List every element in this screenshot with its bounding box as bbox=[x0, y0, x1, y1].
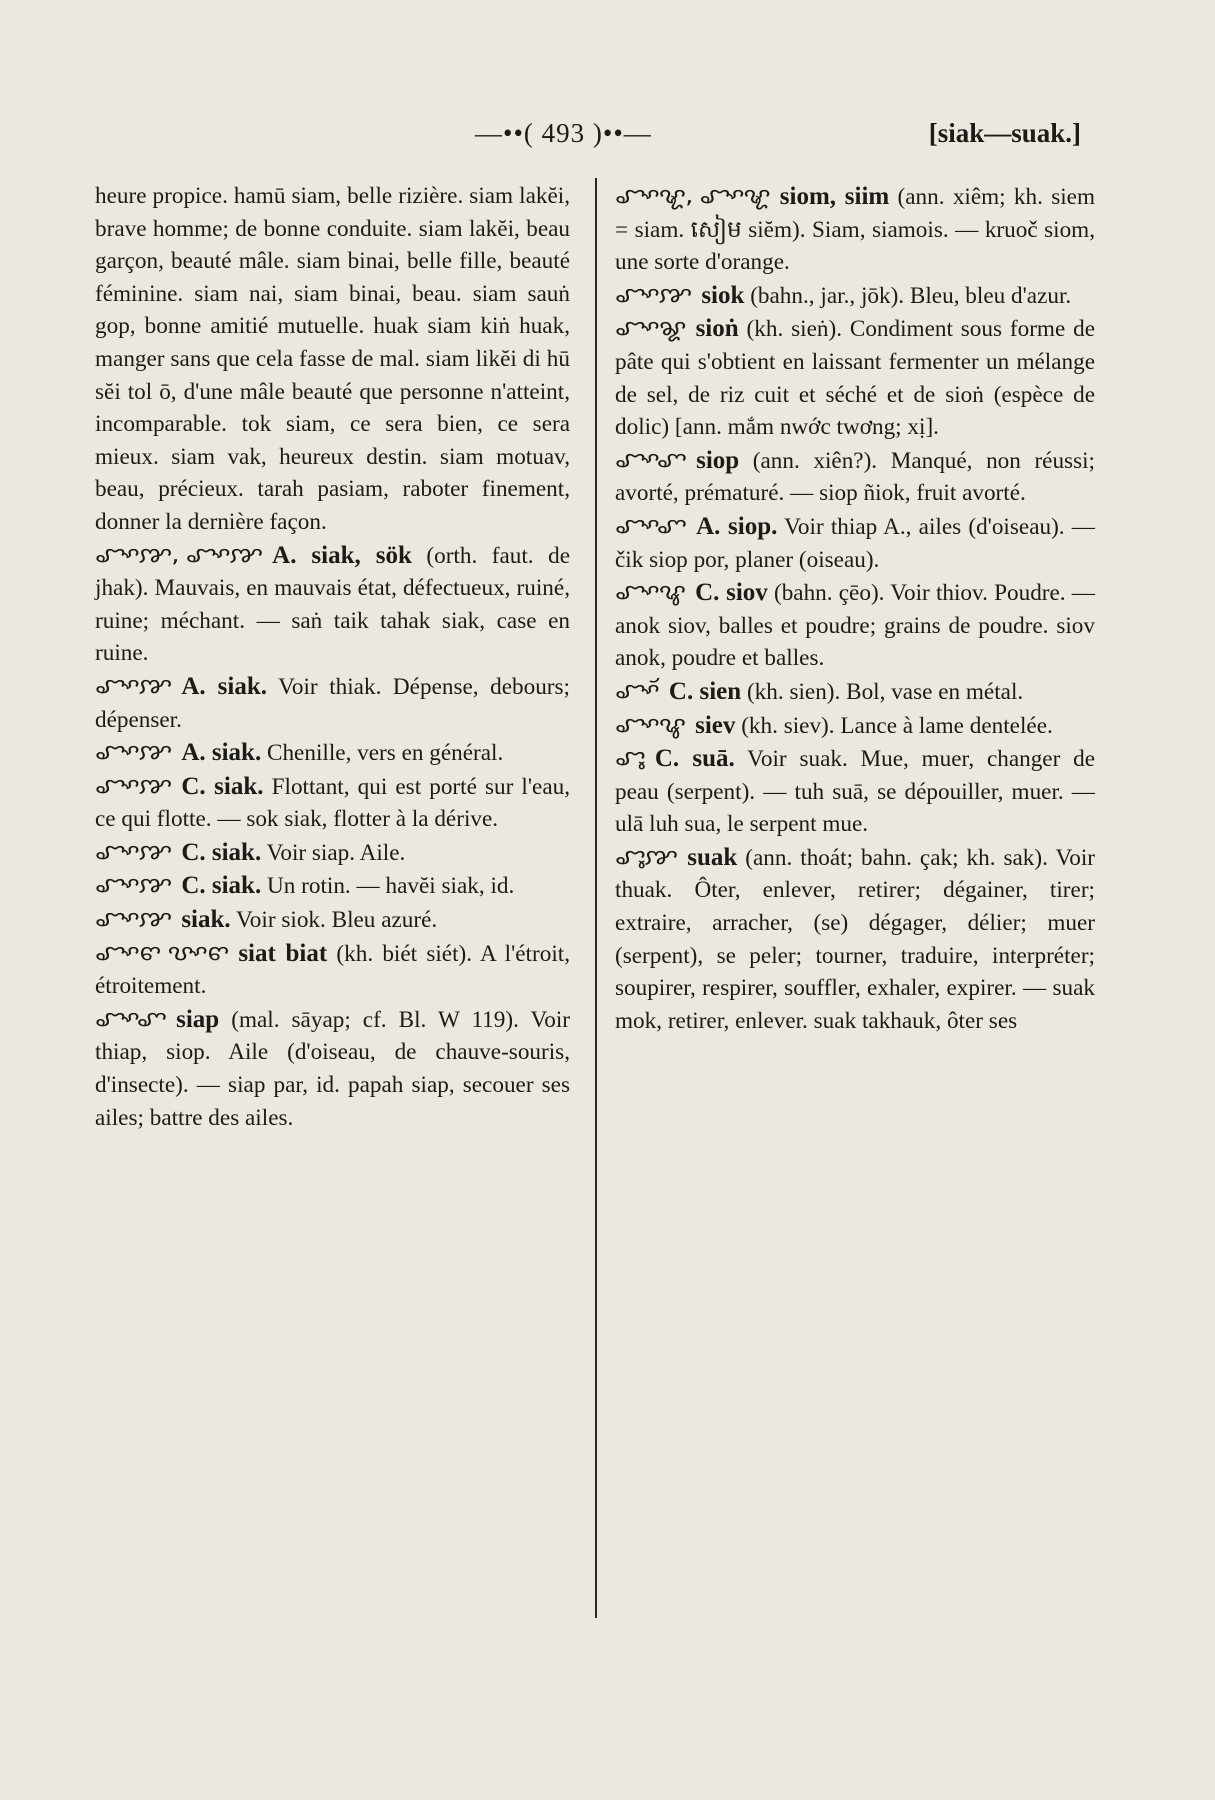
dictionary-entry bbox=[95, 670, 570, 736]
dictionary-entry bbox=[95, 869, 570, 903]
dictionary-entry bbox=[95, 937, 570, 1003]
entry-definition: (kh. sien). Bol, vase en métal. bbox=[746, 678, 1024, 705]
cham-script-glyph: ꨧꨳꨘ bbox=[615, 315, 686, 342]
entry-definition: (ann. thoát; bahn. çak; kh. sak). Voir thuak. Ôter, enlever, retirer; dégainer, tirer; extraire, arracher, (se) dégager, délier; muer (serpent), se peler; tourner, traduire, interpréter; soupirer, respirer, souffler, exhaler, expirer. — suak mok, retirer, enlever. suak takhauk, ôter ses bbox=[615, 844, 1095, 1034]
cham-script-glyph: ꨧꨳꨇ bbox=[95, 906, 172, 932]
left-column bbox=[95, 180, 570, 1134]
cham-script-glyph: ꨧꨳꨇ bbox=[95, 772, 172, 799]
dictionary-entry bbox=[95, 736, 570, 770]
entry-definition: (bahn., jar., jōk). Bleu, bleu d'azur. bbox=[750, 282, 1072, 309]
entry-definition: (ann. xiêm; kh. siem = siam. សៀម siĕm). Siam, siamois. — kruoč siom, une sorte d'orange. bbox=[615, 184, 1095, 276]
entry-headword: siop bbox=[696, 446, 740, 474]
entry-headword: siom, siim bbox=[779, 183, 890, 210]
cham-script-glyph: ꨧꨳꨚ bbox=[615, 513, 687, 539]
entry-headword: C. siak. bbox=[181, 872, 262, 900]
entry-headword: C. sien bbox=[668, 677, 742, 705]
cham-script-glyph: ꨧꨶꨇ bbox=[615, 844, 678, 870]
dictionary-entry bbox=[615, 742, 1095, 841]
entry-definition: Voir siok. Bleu azuré. bbox=[236, 907, 438, 934]
dictionary-entry bbox=[615, 576, 1095, 675]
page-header bbox=[0, 118, 1215, 162]
entry-headword: suak bbox=[687, 843, 738, 871]
dictionary-entry bbox=[615, 841, 1095, 1038]
dictionary-entry bbox=[615, 709, 1095, 743]
entry-headword: A. siak. bbox=[181, 672, 267, 700]
cham-script-glyph: ꨧꨳꨮ bbox=[615, 678, 659, 704]
dictionary-entry bbox=[615, 444, 1095, 510]
cham-script-glyph: ꨧꨳꨥ bbox=[615, 711, 686, 738]
entry-headword: siat biat bbox=[238, 939, 328, 967]
entry-definition: Chenille, vers en général. bbox=[267, 740, 504, 767]
entry-definition: (bahn. çēo). Voir thiov. Poudre. — anok siov, balles et poudre; grains de poudre. siov anok, poudre et balles. bbox=[615, 580, 1095, 672]
cham-script-glyph: ꨧꨳꨇ bbox=[95, 839, 172, 865]
right-column bbox=[615, 180, 1095, 1037]
dictionary-entry bbox=[95, 1003, 570, 1134]
entry-headword: sioṅ bbox=[695, 315, 739, 343]
dictionary-entry bbox=[615, 675, 1095, 709]
cham-script-glyph: ꨧꨶ bbox=[615, 745, 645, 771]
entry-definition: Voir thiap A., ailes (d'oiseau). — čik siop por, planer (oiseau). bbox=[615, 513, 1095, 573]
entry-headword: A. siak. bbox=[181, 739, 262, 767]
entry-headword: C. siak. bbox=[181, 838, 262, 866]
entry-definition: Flottant, qui est porté sur l'eau, ce qui flotte. — sok siak, flotter à la dérive. bbox=[95, 773, 571, 833]
continuation-text: heure propice. hamū siam, belle rizière. siam lakĕi, brave homme; de bonne conduite. siam lakĕi, beau garçon, beauté mâle. siam binai, belle fille, beauté féminine. siam nai, siam binai, beau. siam sauṅ gop, bonne amitié mutuelle. huak siam kiṅ huak, manger sans que cela fasse de mal. siam likĕi di hū sĕi tol ō, d'une mâle beauté que personne n'atteint, incomparable. tok siam, ce sera bien, ce sera mieux. siam vak, heureux destin. siam motuav, beau, précieux. tarah pasiam, raboter finement, donner la dernière façon. bbox=[95, 183, 570, 535]
page-number: —••( 493 )••— bbox=[475, 118, 652, 148]
cham-script-glyph: ꨧꨳꨇ, ꨧꨳꨇ bbox=[95, 541, 263, 568]
entry-definition: (mal. sāyap; cf. Bl. W 119). Voir thiap, siop. Aile (d'oiseau, de chauve-souris, d'insecte). — siap par, id. papah siap, secouer ses ailes; battre des ailes. bbox=[95, 1006, 570, 1131]
entry-definition: Un rotin. — havĕi siak, id. bbox=[267, 873, 515, 900]
entry-headword: siap bbox=[176, 1005, 220, 1033]
dictionary-entry bbox=[615, 312, 1095, 443]
cham-script-glyph: ꨧꨳꨇ bbox=[95, 739, 172, 765]
cham-script-glyph: ꨧꨳꨚ bbox=[95, 1006, 167, 1032]
entry-definition: (ann. xiên?). Manqué, non réussi; avorté, prématuré. — siop ñiok, fruit avorté. bbox=[615, 447, 1095, 507]
dictionary-entry bbox=[95, 539, 570, 670]
entry-headword: siok bbox=[701, 281, 745, 309]
dictionary-entry bbox=[615, 279, 1095, 313]
cham-script-glyph: ꨧꨳꨓ ꨝꨳꨓ bbox=[95, 939, 229, 966]
cham-script-glyph: ꨧꨳꨠ, ꨧꨳꨠ bbox=[615, 183, 770, 209]
entry-definition: (kh. sieṅ). Condiment sous forme de pâte qui s'obtient en laissant fermenter un mélange de sel, de riz cuit et séché et de sioṅ (espèce de dolic) [ann. mắm nwớc twơng; xị]. bbox=[615, 316, 1095, 441]
entry-definition: (orth. faut. de jhak). Mauvais, en mauvais état, défectueux, ruiné, ruine; méchant. — saṅ taik tahak siak, case en ruine. bbox=[95, 542, 571, 667]
entry-definition: (kh. biét siét). A l'étroit, étroitement. bbox=[95, 940, 571, 1000]
entry-headword: siak. bbox=[181, 906, 231, 934]
running-head: [siak—suak.] bbox=[928, 118, 1081, 148]
entry-headword: C. siak. bbox=[181, 772, 264, 800]
entry-headword: A. siop. bbox=[696, 512, 778, 540]
entry-headword: siev bbox=[695, 711, 736, 739]
dictionary-entry bbox=[95, 903, 570, 937]
cham-script-glyph: ꨧꨳꨇ bbox=[95, 872, 172, 899]
cham-script-glyph: ꨧꨳꨥ bbox=[615, 579, 686, 605]
entry-definition: (kh. siev). Lance à lame dentelée. bbox=[741, 712, 1053, 739]
cham-script-glyph: ꨧꨳꨇ bbox=[615, 282, 692, 308]
entry-definition: Voir thiak. Dépense, debours; dépenser. bbox=[95, 673, 570, 733]
column-divider bbox=[595, 178, 597, 1618]
dictionary-entry bbox=[615, 510, 1095, 576]
dictionary-entry bbox=[615, 180, 1095, 279]
cham-script-glyph: ꨧꨳꨇ bbox=[95, 673, 172, 699]
entry-headword: A. siak, sök bbox=[272, 541, 412, 569]
dictionary-entry bbox=[95, 836, 570, 870]
dictionary-entry bbox=[95, 770, 570, 836]
entry-headword: C. suā. bbox=[654, 745, 735, 773]
entry-definition: Voir suak. Mue, muer, changer de peau (serpent). — tuh suā, se dépouiller, muer. — ulā luh sua, le serpent mue. bbox=[615, 746, 1096, 838]
entry-definition: Voir siap. Aile. bbox=[266, 839, 406, 866]
cham-script-glyph: ꨧꨳꨚ bbox=[615, 447, 687, 473]
entry-headword: C. siov bbox=[695, 579, 768, 607]
